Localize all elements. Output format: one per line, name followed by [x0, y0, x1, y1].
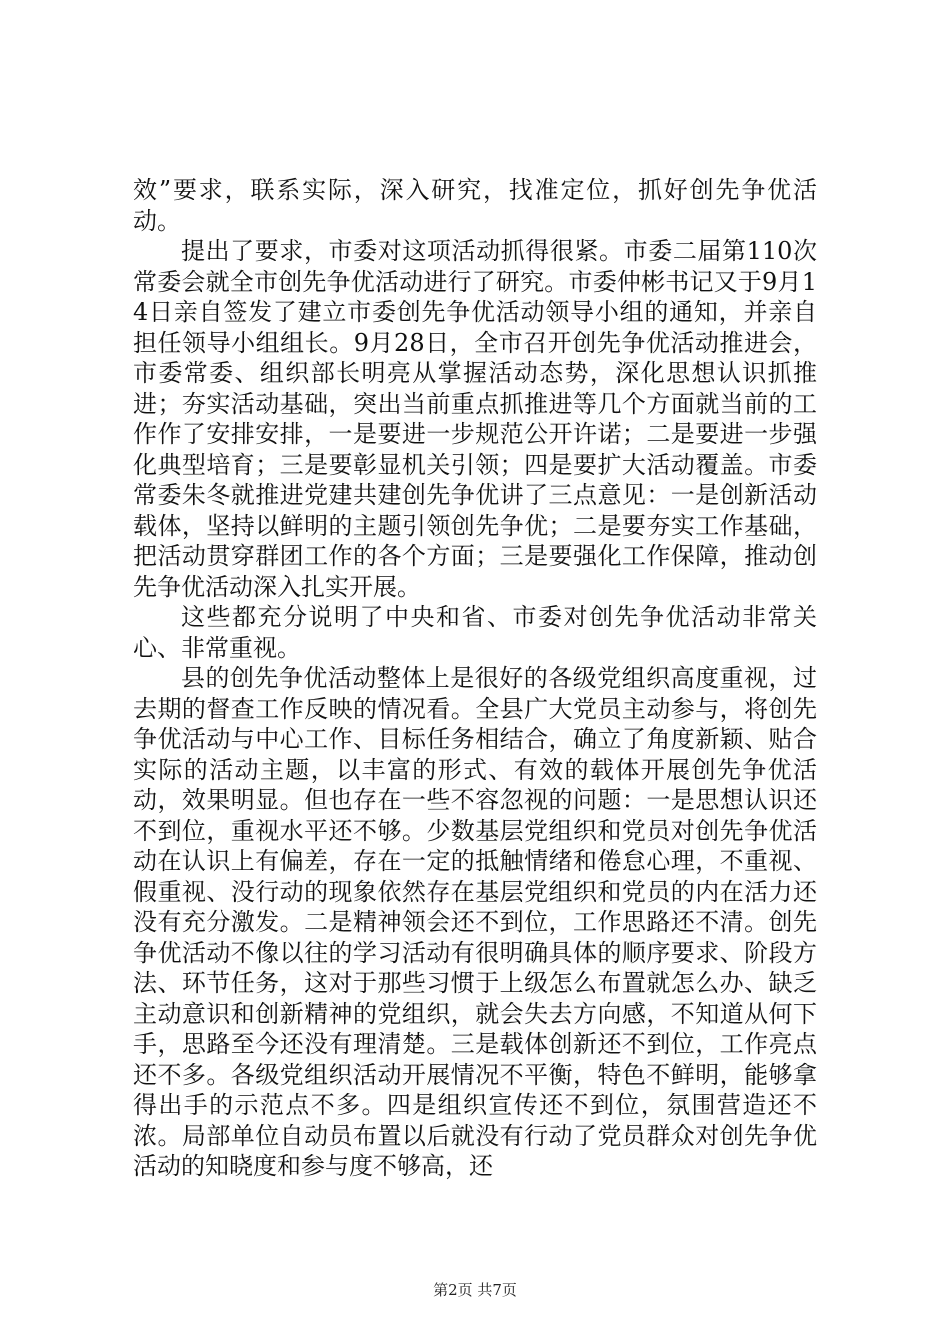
paragraph-2: 提出了要求，市委对这项活动抓得很紧。市委二届第110次常委会就全市创先争优活动进行了研究。市委仲彬书记又于9月14日亲自签发了建立市委创先争优活动领导小组的通知，并亲自担任领导小组组长。9月28日，全市召开创先争优活动推进会，市委常委、组织部长明亮从掌握活动态势，深化思想认识抓推进；夯实活动基础，突出当前重点抓推进等几个方面就当前的工作作了安排安排，一是要进一步规范公开许诺；二是要进一步强化典型培育；三是要彰显机关引领；四是要扩大活动覆盖。市委常委朱冬就推进党建共建创先争优讲了三点意见：一是创新活动载体，坚持以鲜明的主题引领创先争优；二是要夯实工作基础，把活动贯穿群团工作的各个方面；三是要强化工作保障，推动创先争优活动深入扎实开展。 [133, 237, 817, 601]
page-number-footer: 第2页 共7页 [433, 1281, 517, 1299]
paragraph-3: 这些都充分说明了中央和省、市委对创先争优活动非常关心、非常重视。 [133, 603, 817, 662]
paragraph-1: 效”要求，联系实际，深入研究，找准定位，抓好创先争优活动。 [133, 176, 817, 235]
document-body [133, 175, 817, 1182]
paragraph-4: 县的创先争优活动整体上是很好的各级党组织高度重视，过去期的督查工作反映的情况看。全县广大党员主动参与，将创先争优活动与中心工作、目标任务相结合，确立了角度新颖、贴合实际的活动主题，以丰富的形式、有效的载体开展创先争优活动，效果明显。但也存在一些不容忽视的问题：一是思想认识还不到位，重视水平还不够。少数基层党组织和党员对创先争优活动在认识上有偏差，存在一定的抵触情绪和倦怠心理，不重视、假重视、没行动的现象依然存在基层党组织和党员的内在活力还没有充分激发。二是精神领会还不到位，工作思路还不清。创先争优活动不像以往的学习活动有很明确具体的顺序要求、阶段方法、环节任务，这对于那些习惯于上级怎么布置就怎么办、缺乏主动意识和创新精神的党组织，就会失去方向感，不知道从何下手，思路至今还没有理清楚。三是载体创新还不到位，工作亮点还不多。各级党组织活动开展情况不平衡，特色不鲜明，能够拿得出手的示范点不多。四是组织宣传还不到位，氛围营造还不浓。局部单位自动员布置以后就没有行动了党员群众对创先争优活动的知晓度和参与度不够高，还 [133, 664, 817, 1180]
